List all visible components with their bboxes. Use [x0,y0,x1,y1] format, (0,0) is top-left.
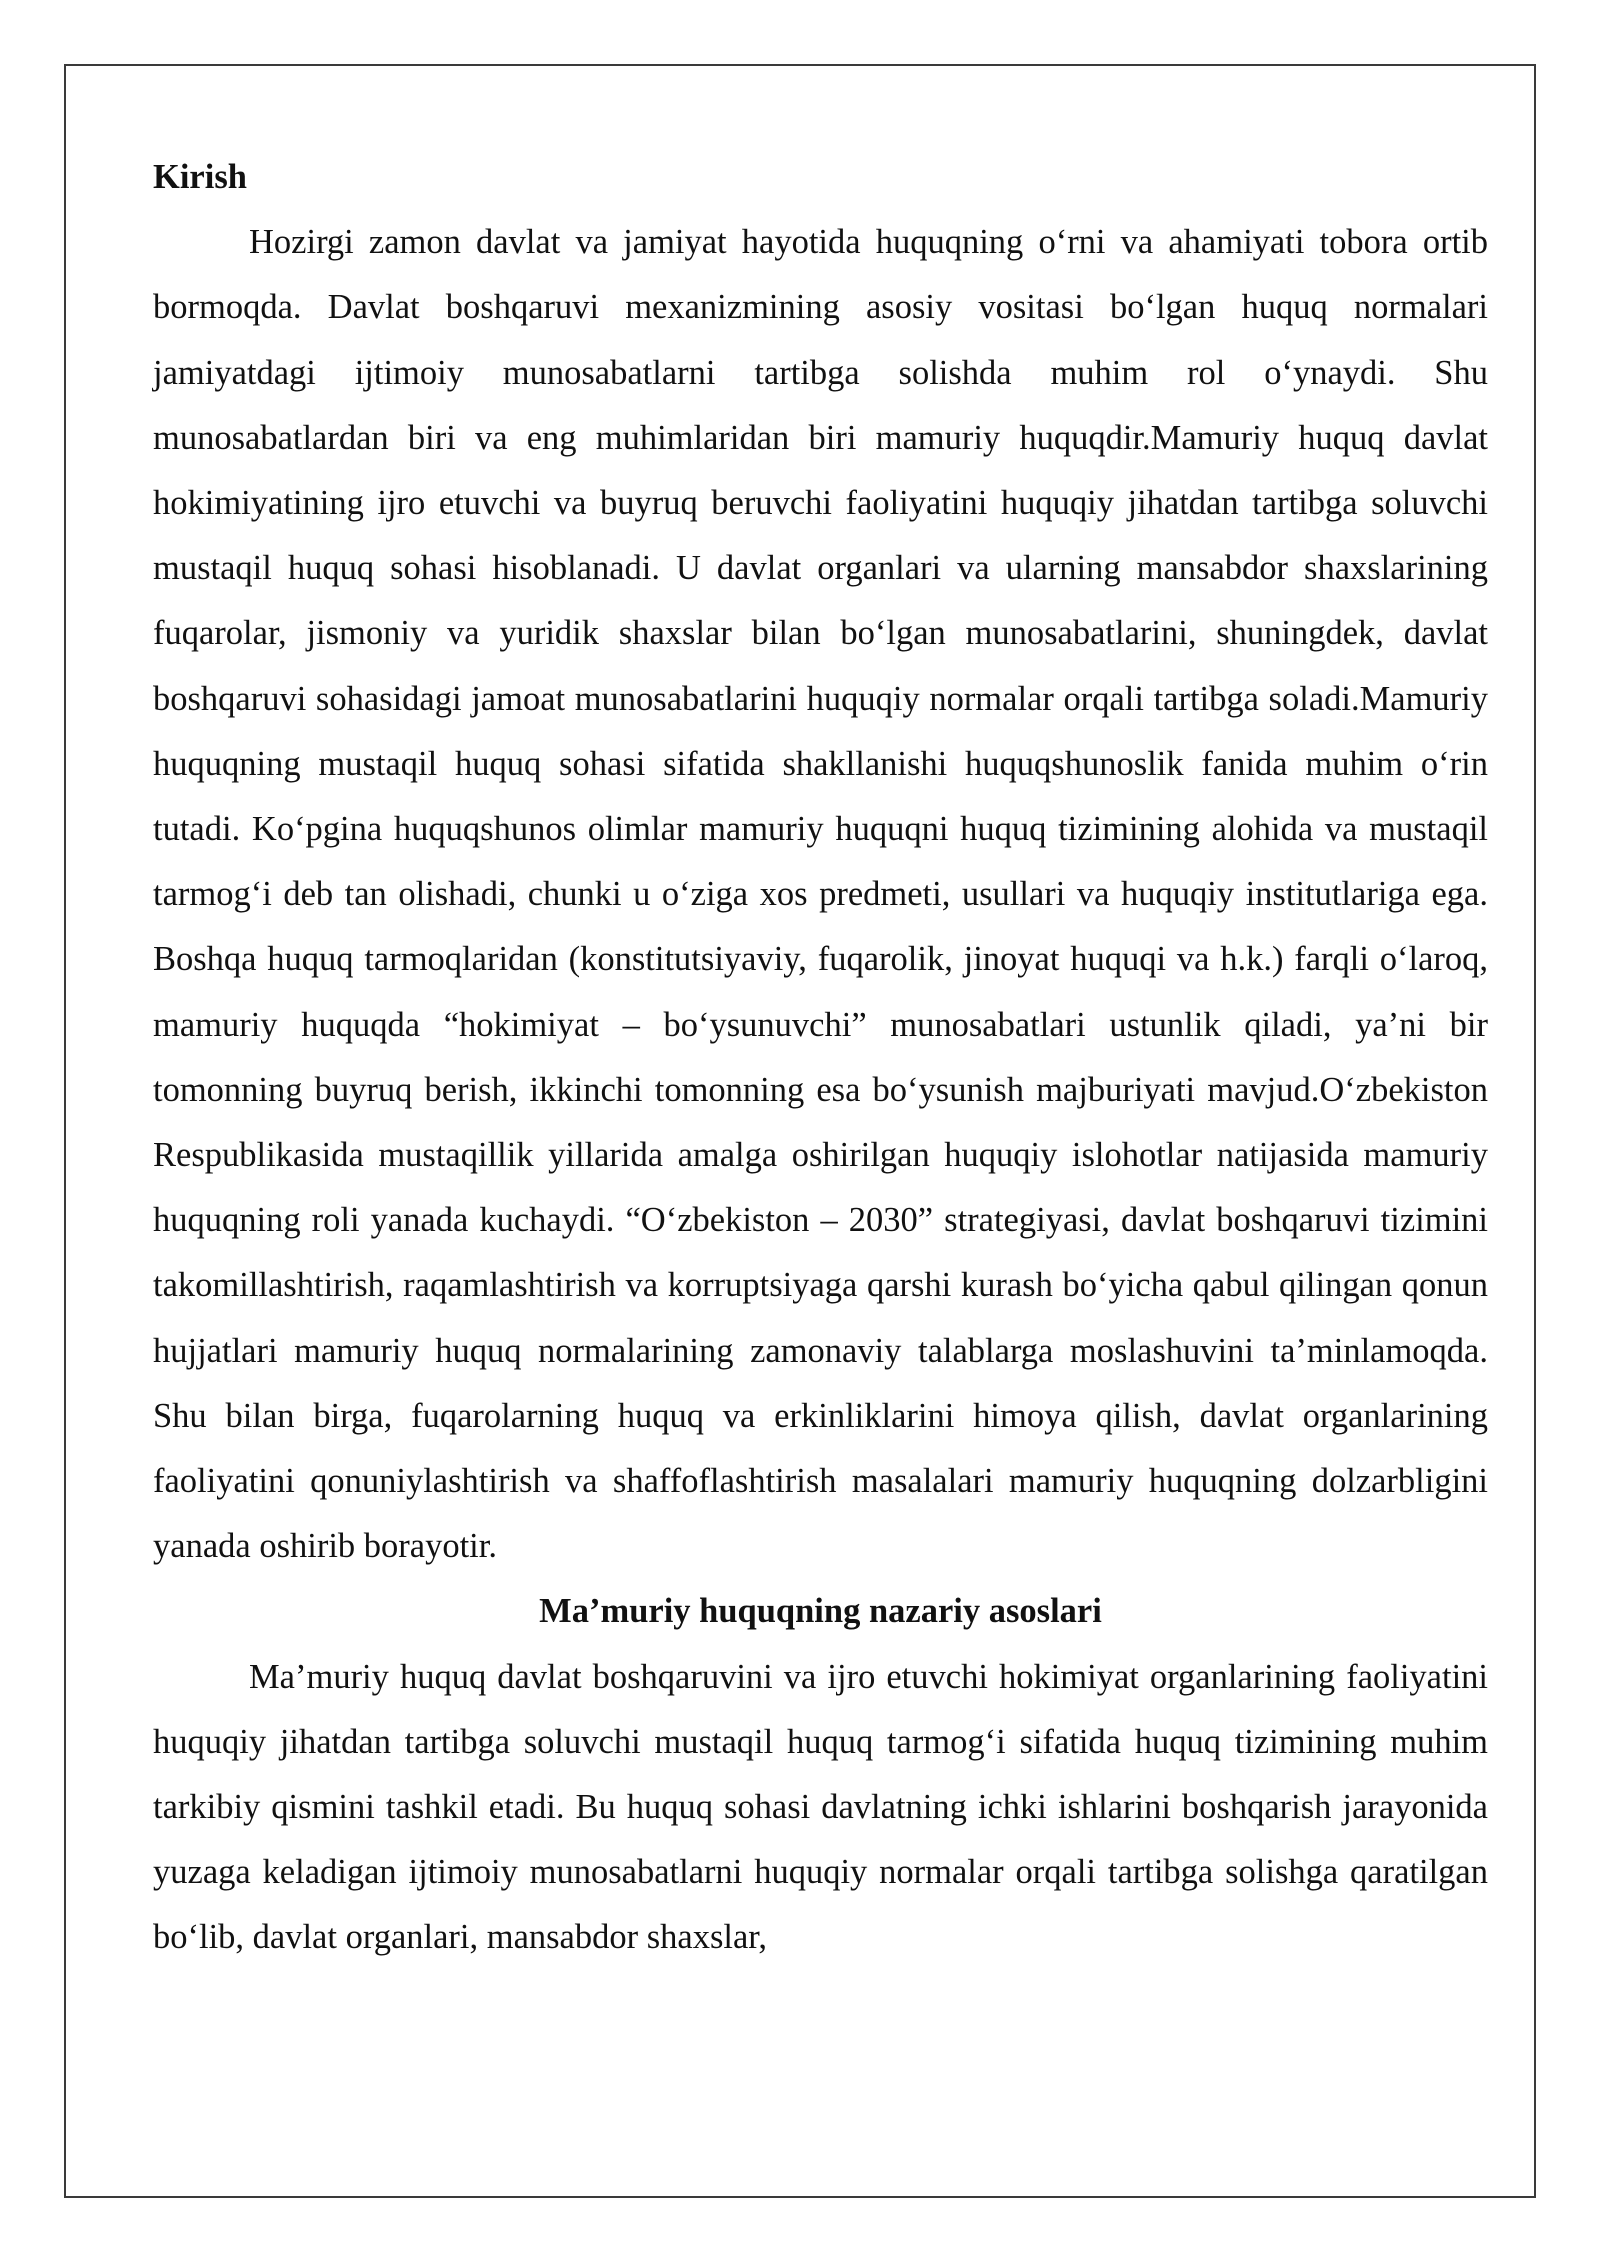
intro-heading: Kirish [153,158,247,196]
intro-paragraph: Hozirgi zamon davlat va jamiyat hayotida huquqning o‘rni va ahamiyati tobora ortib bormoqda. Davlat boshqaruvi mexanizmining asosiy vositasi bo‘lgan huquq normalari jamiyatdagi ijtimoiy munosabatlarni tartibga solishda muhim rol o‘ynaydi. Shu munosabatlardan biri va eng muhimlaridan biri mamuriy huquqdir.Mamuriy huquq davlat hokimiyatining ijro etuvchi va buyruq beruvchi faoliyatini huquqiy jihatdan tartibga soluvchi mustaqil huquq sohasi hisoblanadi. U davlat organlari va ularning mansabdor shaxslarining fuqarolar, jismoniy va yuridik shaxslar bilan bo‘lgan munosabatlarini, shuningdek, davlat boshqaruvi sohasidagi jamoat munosabatlarini huquqiy normalar orqali tartibga soladi.Mamuriy huquqning mustaqil huquq sohasi sifatida shakllanishi huquqshunoslik fanida muhim o‘rin tutadi. Ko‘pgina huquqshunos olimlar mamuriy huquqni huquq tizimining alohida va mustaqil tarmog‘i deb tan olishadi, chunki u o‘ziga xos predmeti, usullari va huquqiy institutlariga ega. Boshqa huquq tarmoqlaridan (konstitutsiyaviy, fuqarolik, jinoyat huquqi va h.k.) farqli o‘laroq, mamuriy huquqda “hokimiyat – bo‘ysunuvchi” munosabatlari ustunlik qiladi, ya’ni bir tomonning buyruq berish, ikkinchi tomonning esa bo‘ysunish majburiyati mavjud.O‘zbekiston Respublikasida mustaqillik yillarida amalga oshirilgan huquqiy islohotlar natijasida mamuriy huquqning roli yanada kuchaydi. “O‘zbekiston – 2030” strategiyasi, davlat boshqaruvi tizimini takomillashtirish, raqamlashtirish va korruptsiyaga qarshi kurash bo‘yicha qabul qilingan qonun hujjatlari mamuriy huquq normalarining zamonaviy talablarga moslashuvini ta’minlamoqda. Shu bilan birga, fuqarolarning huquq va erkinliklarini himoya qilish, davlat organlarining faoliyatini qonuniylashtirish va shaffoflashtirish masalalari mamuriy huquqning dolzarbligini yanada oshirib borayotir. [153,223,1488,1566]
section-heading: Ma’muriy huquqning nazariy asoslari [539,1592,1102,1631]
document-body [153,145,1488,1971]
section-paragraph: Ma’muriy huquq davlat boshqaruvini va ijro etuvchi hokimiyat organlarining faoliyatini huquqiy jihatdan tartibga soluvchi mustaqil huquq tarmog‘i sifatida huquq tizimining muhim tarkibiy qismini tashkil etadi. Bu huquq sohasi davlatning ichki ishlarini boshqarish jarayonida yuzaga keladigan ijtimoiy munosabatlarni huquqiy normalar orqali tartibga solishga qaratilgan bo‘lib, davlat organlari, mansabdor shaxslar, [153,1657,1488,1957]
